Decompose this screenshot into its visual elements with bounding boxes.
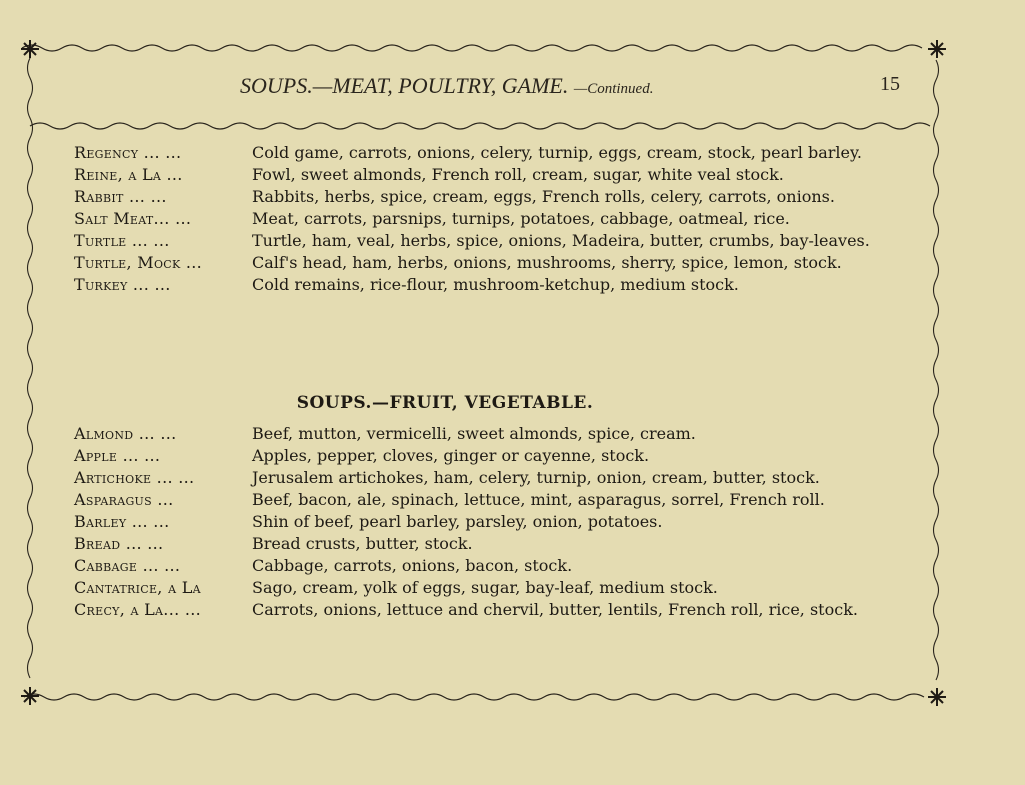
entry-name: Artichoke ... ... <box>74 468 195 487</box>
entry-name: Turkey ... ... <box>74 275 171 294</box>
entry-ingredients: Jerusalem artichokes, ham, celery, turnip, onion, cream, butter, stock. <box>252 468 820 487</box>
entry-ingredients: Fowl, sweet almonds, French roll, cream, sugar, white veal stock. <box>252 165 784 184</box>
entry-name: Crecy, a La... ... <box>74 600 202 619</box>
entry-name: Rabbit ... ... <box>74 187 167 206</box>
list-item <box>74 533 914 555</box>
list-item <box>74 142 914 164</box>
entry-ingredients: Apples, pepper, cloves, ginger or cayenne, stock. <box>252 446 650 465</box>
bottom-wavy-rule <box>24 694 924 700</box>
right-wavy-rule <box>934 60 939 680</box>
left-wavy-rule <box>28 58 33 678</box>
entry-ingredients: Cabbage, carrots, onions, bacon, stock. <box>252 556 573 575</box>
entry-name: Almond ... ... <box>74 424 177 443</box>
corner-ornament-bottom-left <box>21 687 39 705</box>
entry-ingredients: Cold game, carrots, onions, celery, turnip, eggs, cream, stock, pearl barley. <box>252 143 863 162</box>
entry-name: Cabbage ... ... <box>74 556 181 575</box>
running-header <box>240 73 900 101</box>
entry-ingredients: Bread crusts, butter, stock. <box>252 534 473 553</box>
header-wavy-rule <box>30 123 930 129</box>
section-heading: SOUPS.—FRUIT, VEGETABLE. <box>296 393 594 413</box>
entry-ingredients: Cold remains, rice-flour, mushroom-ketchup, medium stock. <box>252 275 739 294</box>
entry-ingredients: Shin of beef, pearl barley, parsley, onion, potatoes. <box>252 512 663 531</box>
entry-name: Salt Meat... ... <box>74 209 192 228</box>
corner-ornament-top-left <box>21 40 39 58</box>
entry-name: Bread ... ... <box>74 534 164 553</box>
page-number: 15 <box>880 73 900 95</box>
list-item <box>74 208 914 230</box>
list-item <box>74 252 914 274</box>
entry-name: Turtle ... ... <box>74 231 170 250</box>
entry-name: Cantatrice, a La <box>74 578 201 597</box>
entry-name: Turtle, Mock ... <box>74 253 203 272</box>
entry-name: Reine, a La ... <box>74 165 183 184</box>
list-item <box>74 599 914 621</box>
entry-ingredients: Carrots, onions, lettuce and chervil, butter, lentils, French roll, rice, stock. <box>252 600 858 619</box>
list-item <box>74 230 914 252</box>
header-title: SOUPS.—MEAT, POULTRY, GAME. —Continued. <box>240 73 654 98</box>
list-item <box>74 489 914 511</box>
entry-ingredients: Beef, mutton, vermicelli, sweet almonds, spice, cream. <box>252 424 696 443</box>
list-item <box>74 577 914 599</box>
entry-ingredients: Turtle, ham, veal, herbs, spice, onions, Madeira, butter, crumbs, bay-leaves. <box>252 231 870 250</box>
entry-ingredients: Calf's head, ham, herbs, onions, mushrooms, sherry, spice, lemon, stock. <box>252 253 842 272</box>
entry-name: Asparagus ... <box>74 490 174 509</box>
top-wavy-rule <box>22 45 922 51</box>
entry-name: Barley ... ... <box>74 512 170 531</box>
list-item <box>74 186 914 208</box>
entry-ingredients: Sago, cream, yolk of eggs, sugar, bay-leaf, medium stock. <box>252 578 718 597</box>
entry-name: Regency ... ... <box>74 143 182 162</box>
list-item <box>74 423 914 445</box>
list-item <box>74 511 914 533</box>
list-item <box>74 555 914 577</box>
header-continued: —Continued. <box>573 81 654 97</box>
list-item <box>74 445 914 467</box>
corner-ornament-top-right <box>928 40 946 58</box>
list-item <box>74 467 914 489</box>
entry-name: Apple ... ... <box>74 446 161 465</box>
corner-ornament-bottom-right <box>928 688 946 706</box>
entry-ingredients: Meat, carrots, parsnips, turnips, potatoes, cabbage, oatmeal, rice. <box>252 209 790 228</box>
recipe-index <box>74 142 914 296</box>
entry-ingredients: Rabbits, herbs, spice, cream, eggs, French rolls, celery, carrots, onions. <box>252 187 835 206</box>
entry-ingredients: Beef, bacon, ale, spinach, lettuce, mint, asparagus, sorrel, French roll. <box>252 490 825 509</box>
list-item <box>74 274 914 296</box>
recipe-index-vegetable <box>74 423 914 621</box>
list-item <box>74 164 914 186</box>
